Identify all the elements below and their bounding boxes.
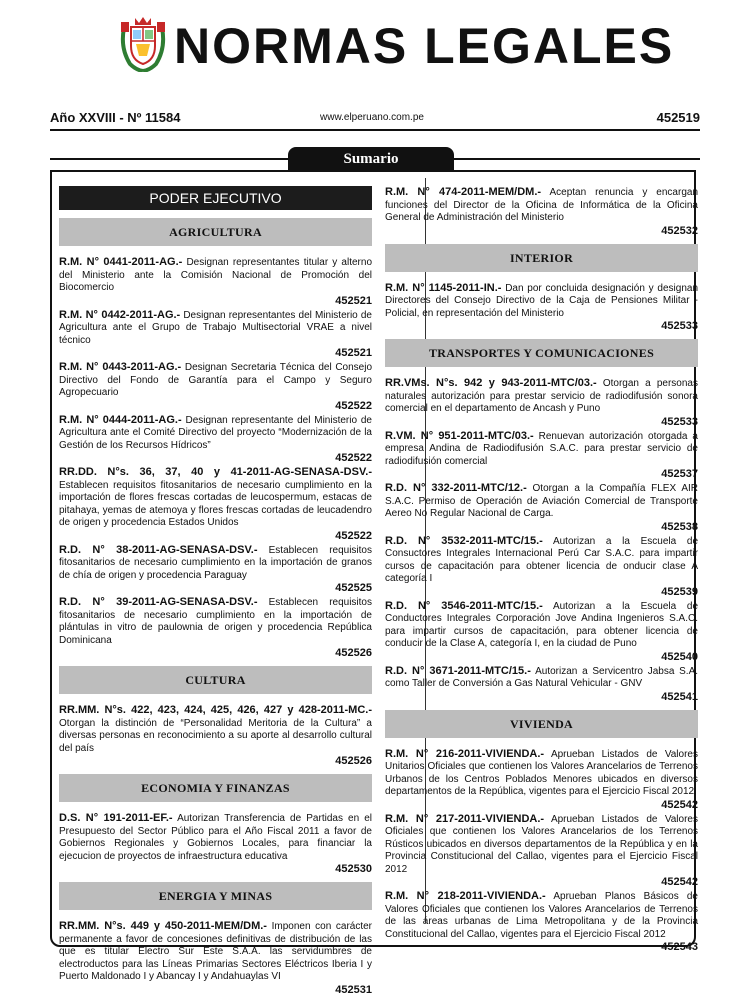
summary-frame: [50, 170, 699, 996]
entry-page-number: 452540: [661, 650, 698, 663]
entry-page-number: 452526: [335, 647, 372, 659]
entry-page-number: 452531: [335, 983, 372, 996]
entry-description: Aprueban Listados de Valores Unitarios Oficiales que contienen los Valores Arancelarios de Terrenos Urbanos de los Centros Poblados Menores ubicados en diversos departamentos de la República, vigentes para el Ejercicio Fiscal 2012: [385, 748, 698, 797]
entry-page-number: 452541: [661, 690, 698, 703]
summary-entry[interactable]: [59, 414, 372, 466]
entry-code: R.M. N° 0444-2011-AG.-: [59, 413, 182, 426]
entry-description: Aprueban Listados de Valores Oficiales que contienen los Valores Arancelarios de los Terrenos Rústicos ubicados en diversos departamentos de la República y en la Provincia Constitucional del Callao, vigentes para el Ejercicio Fiscal 2012: [385, 813, 698, 875]
section-header: CULTURA: [59, 666, 372, 694]
left-column: [59, 186, 372, 998]
summary-entry[interactable]: [59, 704, 372, 768]
entry-description: Establecen requisitos fitosanitarios de necesario cumplimiento en la importación de flores frescas cortadas de leucospermum, estacas de pitahaya, yemas de atemoya y flores frescas cortadas de leucadendro de origen y procedencia Estados Unidos: [59, 479, 372, 528]
entry-page-number: 452533: [661, 320, 698, 332]
entry-code: R.M. N° 217-2011-VIVIENDA.-: [385, 812, 545, 825]
section-header: ENERGIA Y MINAS: [59, 882, 372, 910]
entry-code: R.D. N° 39-2011-AG-SENASA-DSV.-: [59, 596, 258, 608]
section-header: ECONOMIA Y FINANZAS: [59, 774, 372, 802]
section-header: AGRICULTURA: [59, 218, 372, 246]
entry-description: Autorizan a la Escuela de Consuctores Integrales Internacional Perú Car S.A.C. para impartir cursos de capacitación para obtener licencia de onducir clase A categoría I: [385, 535, 699, 584]
masthead: [0, 0, 748, 110]
executive-branch-header: PODER EJECUTIVO: [59, 186, 372, 210]
entry-page-number: 452522: [335, 452, 372, 464]
summary-entry[interactable]: [385, 535, 698, 599]
entry-code: RR.MM. N°s. 422, 423, 424, 425, 426, 427 y 428-2011-MC.-: [59, 704, 372, 716]
publication-title: NORMAS LEGALES: [174, 18, 675, 74]
summary-entry[interactable]: [59, 920, 372, 997]
entry-page-number: 452526: [335, 755, 372, 767]
entry-code: R.M. N° 0443-2011-AG.-: [59, 361, 182, 373]
entry-description: Renuevan autorización otorgada a empresa Andina de Radiodifusión S.A.C. para prestar servicio de radiodifusión comercial: [385, 430, 698, 467]
entry-description: Designan Secretaria Técnica del Consejo Directivo del Fondo de Garantía para el Campo y Seguro Agropecuario: [59, 362, 373, 398]
entry-page-number: 452537: [661, 468, 698, 480]
entry-code: D.S. N° 191-2011-EF.-: [59, 812, 173, 824]
section-header: VIVIENDA: [385, 710, 698, 738]
entry-description: Otorgan la distinción de “Personalidad Meritoria de la Cultura” a diversas personas en reconocimiento a su aporte al desarrollo cultural del país: [59, 717, 372, 754]
entry-page-number: 452521: [335, 294, 372, 307]
entry-description: Autorizan Transferencia de Partidas en el Presupuesto del Sector Público para el Año Fiscal 2011 a favor de Gobiernos Regionales y Gobiernos Locales, para financiar la ejecucion de proyectos de infraestructura educativa: [59, 813, 372, 862]
entry-code: R.D. N° 3671-2011-MTC/15.-: [385, 664, 531, 677]
entry-page-number: 452521: [335, 347, 372, 359]
entry-code: R.M. N° 218-2011-VIVIENDA.-: [385, 890, 546, 902]
entry-code: RR.MM. N°s. 449 y 450-2011-MEM/DM.-: [59, 920, 267, 932]
entry-code: R.M. N° 1145-2011-IN.-: [385, 281, 502, 294]
summary-entry[interactable]: [59, 544, 372, 596]
peru-coat-of-arms-icon: [118, 14, 168, 72]
entry-page-number: 452542: [661, 876, 698, 888]
page-number: 452519: [656, 110, 700, 125]
entry-page-number: 452530: [335, 863, 372, 875]
summary-entry[interactable]: [385, 665, 698, 704]
entry-page-number: 452522: [335, 399, 372, 412]
entry-description: Aprueban Planos Básicos de Valores Oficiales que contienen los Valores Arancelarios de Terrenos de las áreas urbanas de Lima Metropolitana y de la Provincia Constitucional del Callao, vigentes para el Ejercicio Fiscal 2012: [385, 891, 698, 940]
entry-code: R.D. N° 38-2011-AG-SENASA-DSV.-: [59, 543, 258, 556]
entry-page-number: 452542: [661, 798, 698, 811]
entry-page-number: 452522: [335, 529, 372, 542]
summary-entry[interactable]: [385, 600, 698, 664]
entry-code: R.M. N° 0441-2011-AG.-: [59, 256, 183, 268]
entry-description: Designan representantes titular y alterno del Ministerio ante la Comisión Nacional de Promoción del Biocomercio: [59, 257, 373, 293]
summary-entry[interactable]: [385, 282, 698, 334]
summary-entry[interactable]: [59, 466, 372, 543]
entry-description: Aceptan renuncia y encargan funciones del Director de la Oficina de Informática de la Oficina General de Administración del Ministerio: [385, 187, 699, 223]
summary-entry[interactable]: [385, 186, 698, 238]
website-link[interactable]: www.elperuano.com.pe: [320, 112, 424, 123]
entry-code: R.M. N° 0442-2011-AG.-: [59, 308, 181, 321]
entry-description: Autorizan a Servicentro Jabsa S.A. como Taller de Conversión a Gas Natural Vehicular - GNV: [385, 665, 699, 689]
summary-entry[interactable]: [385, 430, 698, 482]
summary-entry[interactable]: [385, 748, 698, 812]
issue-info-bar: [50, 107, 700, 131]
sumario-tab: Sumario: [288, 147, 454, 171]
summary-entry[interactable]: [59, 256, 372, 308]
entry-code: RR.DD. N°s. 36, 37, 40 y 41-2011-AG-SENASA-DSV.-: [59, 466, 372, 478]
summary-entry[interactable]: [385, 482, 698, 534]
entry-page-number: 452543: [661, 941, 698, 953]
summary-entry[interactable]: [59, 309, 372, 361]
entry-description: Imponen con carácter permanente a favor de concesiones definitivas de distribución de las que es titular Electro Sur Este S.A.A. las servidumbres de electroductos para las Líneas Primarias Sectores Eléctricos Iberia I y Puerto Maldonado I y Abancay I y Andahuaylas VI: [59, 921, 373, 982]
issue-number: Año XXVIII - Nº 11584: [50, 110, 181, 125]
entry-description: Establecen requisitos fitosanitarios de necesario cumplimiento en la importación de granos de chía de origen y procedencia Paraguay: [59, 544, 372, 581]
entry-description: Establecen requisitos fitosanitarios de necesario cumplimiento en la importación de plántulas in vitro de paulownia de origen y procedencia República Dominicana: [59, 597, 372, 646]
entry-code: R.M. N° 474-2011-MEM/DM.-: [385, 186, 542, 198]
entry-description: Designan representantes del Ministerio de Agricultura ante el Grupo de Trabajo Multisectorial VRAE a nivel técnico: [59, 309, 372, 346]
entry-code: RR.VMs. N°s. 942 y 943-2011-MTC/03.-: [385, 377, 597, 389]
entry-description: Designan representante del Ministerio de Agricultura ante el Comité Directivo del proyecto “Modernización de la Gestión de los Recursos Hídricos”: [59, 414, 372, 451]
entry-page-number: 452533: [661, 415, 698, 428]
summary-entry[interactable]: [385, 813, 698, 890]
section-header: TRANSPORTES Y COMUNICACIONES: [385, 339, 698, 367]
entry-page-number: 452538: [661, 520, 698, 533]
summary-entry[interactable]: [59, 361, 372, 413]
entry-description: Otorgan a la Compañía FLEX AIR S.A.C. Permiso de Operación de Aviación Comercial de Transporte Aereo No Regular Nacional de Carga.: [385, 483, 698, 519]
summary-entry[interactable]: [59, 596, 372, 660]
summary-entry[interactable]: [59, 812, 372, 876]
entry-page-number: 452539: [661, 585, 698, 598]
entry-code: R.VM. N° 951-2011-MTC/03.-: [385, 429, 534, 442]
summary-entry[interactable]: [385, 890, 698, 954]
entry-description: Autorizan a la Escuela de Conductores Integrales Corporación Jove Andina Ingenieros S.A.C. para impartir cursos de capacitación, para obtener licencia de conducir de la Clase A, categoría I, en la ciudad de Puno: [385, 600, 699, 649]
right-column: [385, 186, 698, 955]
entry-description: Otorgan a personas naturales autorización para prestar servicio de radiodifusión sonora comercial en el departamento de Ancash y Puno: [385, 378, 698, 414]
entry-code: R.M. N° 216-2011-VIVIENDA.-: [385, 747, 545, 760]
entry-code: R.D. N° 3532-2011-MTC/15.-: [385, 534, 543, 547]
entry-page-number: 452532: [661, 224, 698, 237]
entry-page-number: 452525: [335, 582, 372, 594]
section-header: INTERIOR: [385, 244, 698, 272]
entry-code: R.D. N° 3546-2011-MTC/15.-: [385, 599, 543, 612]
summary-entry[interactable]: [385, 377, 698, 429]
entry-code: R.D. N° 332-2011-MTC/12.-: [385, 482, 527, 494]
entry-description: Dan por concluida designación y designan Directores del Consejo Directivo de la Caja de Pensiones Militar - Policial, en representación del Ministerio: [385, 282, 699, 319]
